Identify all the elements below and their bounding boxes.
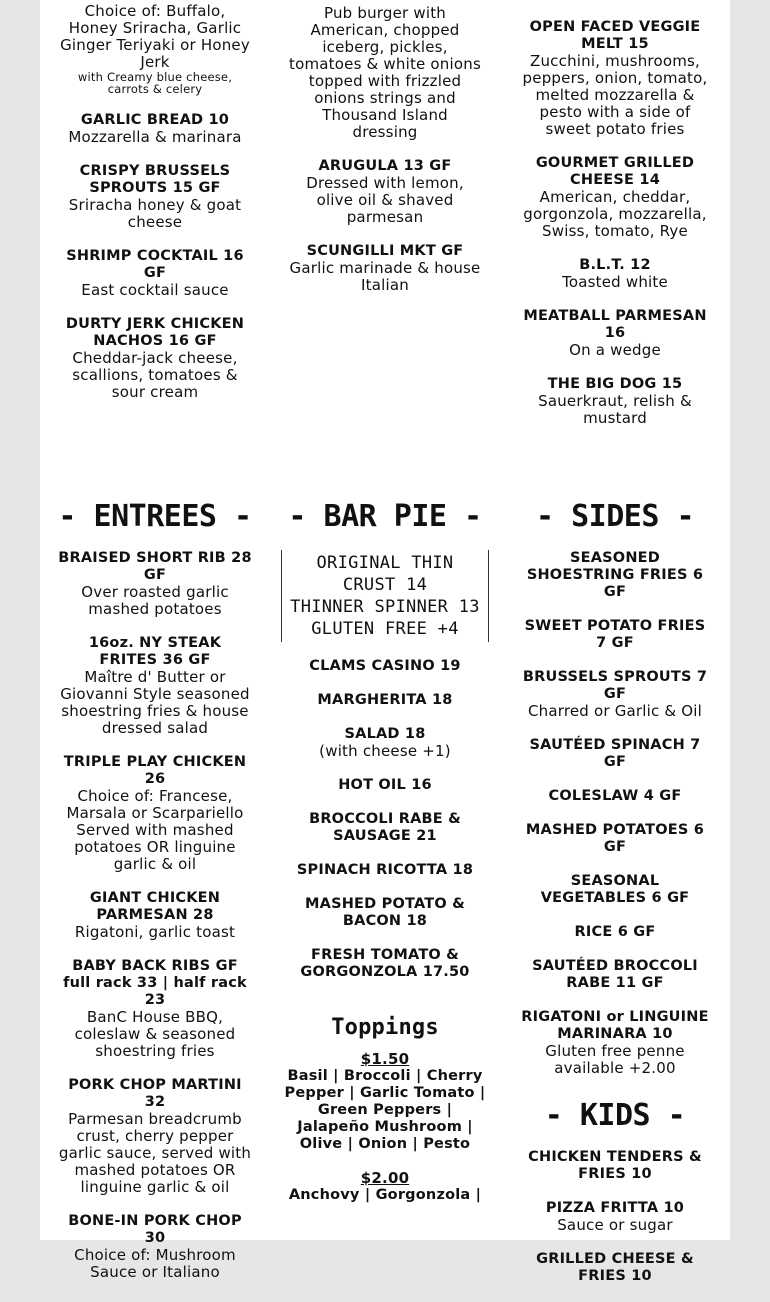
item-name: DURTY JERK CHICKEN NACHOS 16 GF <box>65 316 245 349</box>
menu-item <box>281 862 489 879</box>
section-heading: - SIDES - <box>535 499 695 534</box>
item-name: SWEET POTATO FRIES 7 GF <box>524 618 706 651</box>
item-name: MARGHERITA 18 <box>317 692 453 708</box>
item-description: On a wedge <box>569 341 661 359</box>
item-name: BABY BACK RIBS GF full rack 33 | half rack 23 <box>63 958 247 1008</box>
menu-item <box>58 754 252 873</box>
item-name: TRIPLE PLAY CHICKEN 26 <box>63 754 247 787</box>
appetizers-middle-column <box>289 5 481 311</box>
item-name: SAUTÉED SPINACH 7 GF <box>529 737 701 770</box>
item-name: 16oz. NY STEAK FRITES 36 GF <box>88 635 222 668</box>
item-description: Zucchini, mushrooms, peppers, onion, tomato, melted mozzarella & pesto with a side of sweet potato fries <box>522 52 708 138</box>
toppings-group <box>281 1051 489 1153</box>
toppings-heading: Toppings <box>331 1015 439 1040</box>
menu-item <box>520 788 710 805</box>
item-name: GOURMET GRILLED CHEESE 14 <box>535 155 695 188</box>
item-name: BRAISED SHORT RIB 28 GF <box>58 550 252 583</box>
item-description: Sriracha honey & goat cheese <box>68 196 242 231</box>
item-description: Dressed with lemon, olive oil & shaved parmesan <box>306 174 464 226</box>
item-name: OPEN FACED VEGGIE MELT 15 <box>529 19 701 52</box>
item-name: GARLIC BREAD 10 <box>80 112 230 128</box>
menu-item <box>520 669 710 720</box>
crust-option: ORIGINAL THIN CRUST 14 <box>316 553 454 595</box>
menu-item <box>289 5 481 141</box>
item-name: ARUGULA 13 GF <box>318 158 452 174</box>
item-name: BRUSSELS SPROUTS 7 GF <box>522 669 708 702</box>
item-description: Toasted white <box>562 273 668 291</box>
item-description: Parmesan breadcrumb crust, cherry pepper garlic sauce, served with mashed potatoes OR linguine garlic & oil <box>58 1110 252 1196</box>
item-description: Pub burger with American, chopped iceberg, pickles, tomatoes & white onions topped with frizzled onions strings and Thousand Island dressing <box>289 4 481 141</box>
toppings-list: Anchovy | Gorgonzola | <box>288 1187 482 1203</box>
menu-item <box>520 376 710 427</box>
bar-pie-section <box>281 500 489 1221</box>
item-name: COLESLAW 4 GF <box>548 788 682 804</box>
menu-item <box>520 155 710 240</box>
menu-item <box>281 692 489 709</box>
item-name: SALAD 18 <box>344 726 426 742</box>
section-heading: - ENTREES - <box>58 499 252 534</box>
item-description: Charred or Garlic & Oil <box>527 702 703 720</box>
menu-item <box>520 737 710 771</box>
item-description: Sauerkraut, relish & mustard <box>538 392 692 427</box>
crust-option: GLUTEN FREE +4 <box>311 619 459 639</box>
item-name: CRISPY BRUSSELS SPROUTS 15 GF <box>79 163 231 196</box>
item-name: BONE-IN PORK CHOP 30 <box>68 1213 242 1246</box>
menu-item <box>520 257 710 291</box>
toppings-price: $1.50 <box>360 1050 410 1068</box>
sides-section <box>520 500 710 1302</box>
menu-item <box>520 822 710 856</box>
menu-item <box>58 958 252 1060</box>
item-name: SEASONED SHOESTRING FRIES 6 GF <box>526 550 704 600</box>
item-name: CLAMS CASINO 19 <box>309 658 461 674</box>
item-description: Choice of: Buffalo, Honey Sriracha, Garlic Ginger Teriyaki or Honey Jerk <box>60 2 250 71</box>
kids-heading: - KIDS - <box>544 1098 686 1133</box>
menu-item <box>58 248 252 299</box>
menu-item <box>520 958 710 992</box>
menu-item <box>58 112 252 146</box>
item-description: BanC House BBQ, coleslaw & seasoned shoestring fries <box>74 1008 236 1060</box>
section-heading: - BAR PIE - <box>288 499 482 534</box>
menu-item <box>281 811 489 845</box>
appetizers-left-column <box>58 3 252 418</box>
menu-item <box>520 550 710 601</box>
item-description: Rigatoni, garlic toast <box>74 923 236 941</box>
item-name: B.L.T. 12 <box>579 257 651 273</box>
menu-item <box>520 1009 710 1077</box>
item-name: MEATBALL PARMESAN 16 <box>523 308 707 341</box>
item-name: SEASONAL VEGETABLES 6 GF <box>540 873 690 906</box>
crust-options <box>281 550 489 642</box>
item-description: Gluten free penne available +2.00 <box>545 1042 685 1077</box>
item-name: CHICKEN TENDERS & FRIES 10 <box>528 1149 702 1182</box>
item-name: BROCCOLI RABE & SAUSAGE 21 <box>309 811 461 844</box>
toppings-group <box>281 1170 489 1204</box>
item-note: with Creamy blue cheese, carrots & celery <box>77 70 233 96</box>
menu-item <box>289 158 481 226</box>
item-description: (with cheese +1) <box>319 742 451 760</box>
item-name: MASHED POTATO & BACON 18 <box>305 896 465 929</box>
item-name: GRILLED CHEESE & FRIES 10 <box>536 1251 694 1284</box>
item-name: PORK CHOP MARTINI 32 <box>68 1077 242 1110</box>
item-description: Garlic marinade & house Italian <box>289 259 481 294</box>
entrees-section <box>58 500 252 1298</box>
menu-item <box>281 947 489 981</box>
menu-item <box>281 726 489 760</box>
menu-item <box>520 1200 710 1234</box>
menu-item <box>289 243 481 294</box>
menu-item <box>58 1077 252 1196</box>
menu-item <box>281 896 489 930</box>
menu-item <box>520 618 710 652</box>
menu-item <box>58 1213 252 1281</box>
menu-item <box>58 163 252 231</box>
item-name: PIZZA FRITTA 10 <box>545 1200 685 1216</box>
item-name: SAUTÉED BROCCOLI RABE 11 GF <box>532 958 698 991</box>
toppings-price: $2.00 <box>360 1169 410 1187</box>
menu-item <box>520 1149 710 1183</box>
menu-item <box>520 19 710 138</box>
menu-item <box>58 890 252 941</box>
item-name: MASHED POTATOES 6 GF <box>525 822 705 855</box>
item-description: Cheddar-jack cheese, scallions, tomatoes & sour cream <box>72 349 238 401</box>
item-description: East cocktail sauce <box>81 281 229 299</box>
item-name: THE BIG DOG 15 <box>547 376 683 392</box>
menu-item <box>520 308 710 359</box>
menu-item <box>281 658 489 675</box>
menu-item <box>520 924 710 941</box>
item-name: SHRIMP COCKTAIL 16 GF <box>66 248 244 281</box>
item-name: RICE 6 GF <box>574 924 656 940</box>
item-description: Choice of: Mushroom Sauce or Italiano <box>74 1246 236 1281</box>
crust-option: THINNER SPINNER 13 <box>290 597 480 617</box>
item-name: RIGATONI or LINGUINE MARINARA 10 <box>521 1009 709 1042</box>
menu-item <box>58 3 252 95</box>
menu-item <box>520 1251 710 1285</box>
item-name: HOT OIL 16 <box>338 777 432 793</box>
item-description: Over roasted garlic mashed potatoes <box>81 583 229 618</box>
menu-item <box>58 316 252 401</box>
item-description: Choice of: Francese, Marsala or Scarpariello Served with mashed potatoes OR linguine garlic & oil <box>66 787 244 873</box>
item-description: Sauce or sugar <box>557 1216 673 1234</box>
toppings-list: Basil | Broccoli | Cherry Pepper | Garlic Tomato | Green Peppers | Jalapeño Mushroom | Olive | Onion | Pesto <box>284 1068 486 1152</box>
item-name: SPINACH RICOTTA 18 <box>296 862 474 878</box>
menu-item <box>281 777 489 794</box>
menu-item <box>520 873 710 907</box>
item-name: SCUNGILLI MKT GF <box>306 243 464 259</box>
sandwiches-right-column <box>520 19 710 444</box>
item-description: American, cheddar, gorgonzola, mozzarella, Swiss, tomato, Rye <box>523 188 707 240</box>
menu-item <box>58 635 252 737</box>
menu-item <box>58 550 252 618</box>
item-description: Mozzarella & marinara <box>68 128 242 146</box>
item-name: FRESH TOMATO & GORGONZOLA 17.50 <box>300 947 470 980</box>
item-description: Maître d' Butter or Giovanni Style seasoned shoestring fries & house dressed salad <box>60 668 250 737</box>
item-name: GIANT CHICKEN PARMESAN 28 <box>89 890 221 923</box>
